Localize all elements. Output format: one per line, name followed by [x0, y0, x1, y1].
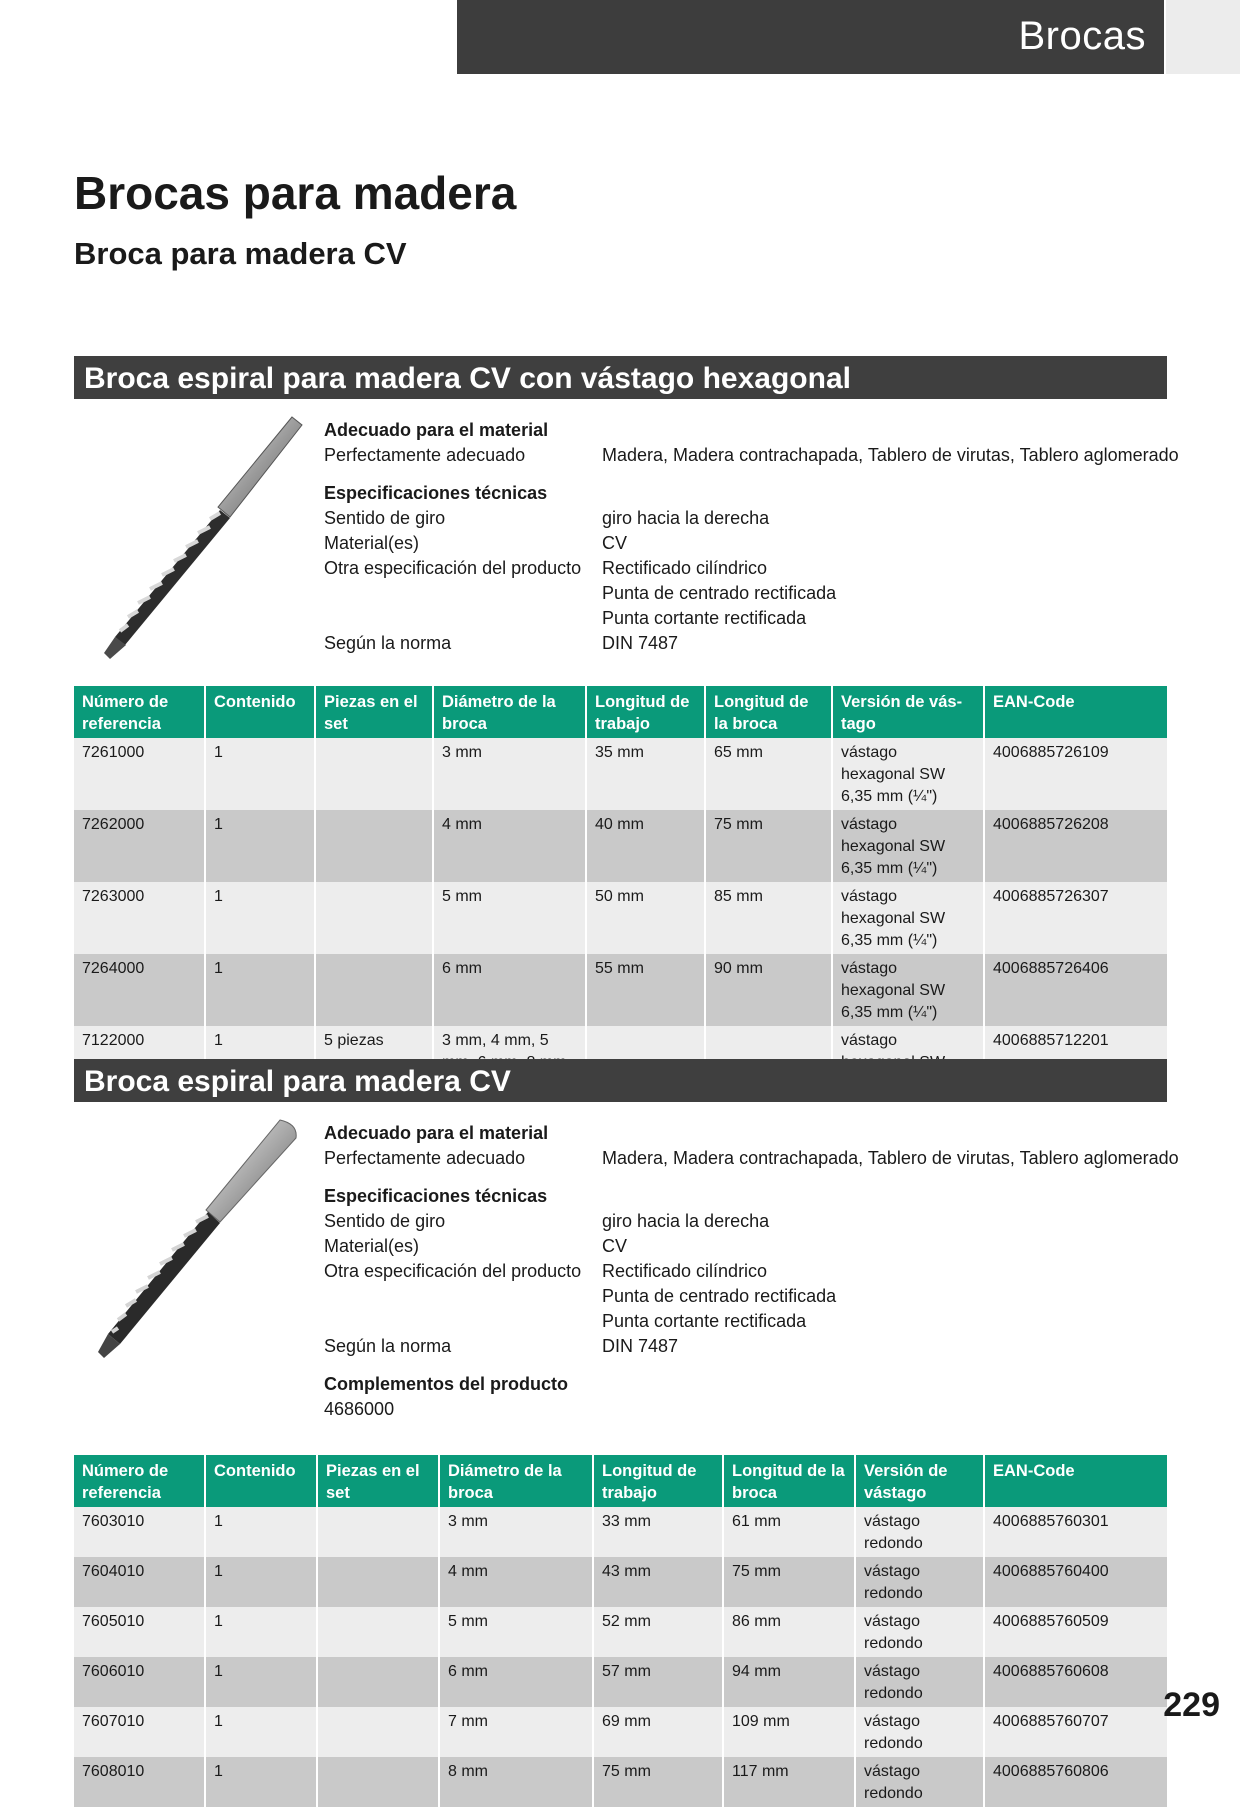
- cell: 7605010: [74, 1607, 205, 1657]
- table-row: [74, 1507, 1167, 1557]
- chapter-tab: [1166, 0, 1240, 74]
- column-header: Diámetro de la broca: [439, 1455, 593, 1507]
- column-header: Número de referencia: [74, 1455, 205, 1507]
- cell: 1: [205, 1507, 317, 1557]
- tech-label: Sentido de giro: [324, 508, 446, 528]
- tech-row: [324, 531, 1179, 556]
- tech-label: Otra especificación del producto: [324, 1261, 582, 1281]
- table-row: [74, 1657, 1167, 1707]
- tech-row: [324, 581, 1179, 606]
- column-header: Longitud de la broca: [705, 686, 832, 738]
- cell: 5 piezas: [315, 1026, 433, 1098]
- tech-value: Rectificado cilíndrico: [602, 558, 768, 578]
- tech-row: [324, 1209, 1179, 1234]
- column-header: EAN-Code: [984, 686, 1167, 738]
- section-title-hex: Broca espiral para madera CV con vástago hexagonal: [74, 356, 1167, 399]
- cell: 1: [205, 1026, 315, 1098]
- cell: 5 mm: [433, 882, 586, 954]
- page-subtitle: Broca para madera CV: [74, 236, 407, 271]
- tech-row: [324, 1334, 1179, 1359]
- tech-row: [324, 556, 1179, 581]
- table-row: [74, 1707, 1167, 1757]
- column-header: Contenido: [205, 686, 315, 738]
- cell: 4006885760301: [984, 1507, 1167, 1557]
- cell: 35 mm: [586, 738, 705, 810]
- section-title-round: Broca espiral para madera CV: [74, 1059, 1167, 1102]
- cell: 4006885712201: [984, 1026, 1167, 1098]
- table-row: [74, 1757, 1167, 1807]
- material-value: Madera, Madera contrachapada, Tablero de virutas, Tablero aglomerado: [602, 445, 1179, 465]
- tech-value: Rectificado cilíndrico: [602, 1261, 768, 1281]
- table-row: [74, 954, 1167, 1026]
- cell: 86 mm: [723, 1607, 855, 1657]
- cell: 5 mm: [439, 1607, 593, 1657]
- cell: vástago hexagonal SW 6,35 mm (¼"): [832, 738, 984, 810]
- material-heading: Adecuado para el material: [324, 1123, 549, 1143]
- cell: 90 mm: [705, 954, 832, 1026]
- cell: 4006885760608: [984, 1657, 1167, 1707]
- tech-row: [324, 606, 1179, 631]
- material-label: Perfectamente adecuado: [324, 1148, 526, 1168]
- product-table-hex: [74, 686, 1167, 1098]
- cell: 7606010: [74, 1657, 205, 1707]
- table-row: [74, 810, 1167, 882]
- cell: 3 mm: [439, 1507, 593, 1557]
- cell: 4 mm: [433, 810, 586, 882]
- table-header-row: [74, 1455, 1167, 1507]
- tech-label: Material(es): [324, 533, 420, 553]
- cell: [315, 882, 433, 954]
- material-heading: Adecuado para el material: [324, 420, 549, 440]
- cell: 1: [205, 1757, 317, 1807]
- material-row: [324, 1146, 1179, 1171]
- cell: 69 mm: [593, 1707, 723, 1757]
- cell: 85 mm: [705, 882, 832, 954]
- cell: [317, 1557, 439, 1607]
- cell: [315, 954, 433, 1026]
- cell: vástago: [832, 1026, 984, 1098]
- tech-value: Punta de centrado rectificada: [602, 1286, 837, 1306]
- cell: 7262000: [74, 810, 205, 882]
- cell: 75 mm: [593, 1757, 723, 1807]
- column-header: Versión de vástago: [855, 1455, 984, 1507]
- complements-value: 4686000: [324, 1399, 395, 1419]
- tech-value: CV: [602, 533, 628, 553]
- cell: 7603010: [74, 1507, 205, 1557]
- tech-value: DIN 7487: [602, 1336, 679, 1356]
- tech-label: [324, 606, 602, 631]
- tech-heading: Especificaciones técnicas: [324, 1186, 548, 1206]
- cell: 1: [205, 1557, 317, 1607]
- cell: 4006885760400: [984, 1557, 1167, 1607]
- material-row: [324, 443, 1179, 468]
- cell: 1: [205, 1707, 317, 1757]
- cell: vástago hexagonal SW 6,35 mm (¼"): [832, 954, 984, 1026]
- tech-value: CV: [602, 1236, 628, 1256]
- column-header: Longitud de la broca: [723, 1455, 855, 1507]
- tech-row: [324, 506, 1179, 531]
- column-header: Longitud de trabajo: [593, 1455, 723, 1507]
- cell: [315, 738, 433, 810]
- tech-row: [324, 631, 1179, 656]
- tech-heading: Especificaciones técnicas: [324, 483, 548, 503]
- tech-value: Punta de centrado rectificada: [602, 583, 837, 603]
- cell: 75 mm: [705, 810, 832, 882]
- cell: 7264000: [74, 954, 205, 1026]
- tech-label: Otra especificación del producto: [324, 558, 582, 578]
- round-shank-wood-drill-bit-icon: [70, 1118, 305, 1366]
- cell: 4006885726307: [984, 882, 1167, 954]
- page-number: 229: [1163, 1686, 1220, 1724]
- spec-block-hex: [324, 418, 1179, 656]
- tech-label: [324, 1284, 602, 1309]
- cell: 7608010: [74, 1757, 205, 1807]
- cell: 7607010: [74, 1707, 205, 1757]
- cell: 4006885760509: [984, 1607, 1167, 1657]
- tech-value: giro hacia la derecha: [602, 508, 770, 528]
- cell: 94 mm: [723, 1657, 855, 1707]
- cell: 52 mm: [593, 1607, 723, 1657]
- tech-label: Material(es): [324, 1236, 420, 1256]
- cell: 65 mm: [705, 738, 832, 810]
- cell: 75 mm: [723, 1557, 855, 1607]
- chapter-title: Brocas: [1018, 14, 1146, 58]
- product-table-round: [74, 1455, 1167, 1807]
- cell: 1: [205, 810, 315, 882]
- cell: 7261000: [74, 738, 205, 810]
- cell: 7604010: [74, 1557, 205, 1607]
- column-header: Piezas en el set: [317, 1455, 439, 1507]
- column-header: Longitud de trabajo: [586, 686, 705, 738]
- cell: 40 mm: [586, 810, 705, 882]
- cell: vástago redondo: [855, 1557, 984, 1607]
- material-label: Perfectamente adecuado: [324, 445, 526, 465]
- tech-label: [324, 1309, 602, 1334]
- cell: 4006885760707: [984, 1707, 1167, 1757]
- cell: 4006885726109: [984, 738, 1167, 810]
- cell: 4006885760806: [984, 1757, 1167, 1807]
- cell: 4006885726406: [984, 954, 1167, 1026]
- tech-label: [324, 581, 602, 606]
- tech-value: giro hacia la derecha: [602, 1211, 770, 1231]
- complements-heading: Complementos del producto: [324, 1374, 569, 1394]
- spec-block-round: [324, 1121, 1179, 1422]
- cell: vástago redondo: [855, 1507, 984, 1557]
- table-row: [74, 738, 1167, 810]
- cell: 4 mm: [439, 1557, 593, 1607]
- cell: 7263000: [74, 882, 205, 954]
- tech-label: Según la norma: [324, 1336, 452, 1356]
- cell: 7 mm: [439, 1707, 593, 1757]
- cell: [317, 1657, 439, 1707]
- column-header: Diámetro de la broca: [433, 686, 586, 738]
- column-header: EAN-Code: [984, 1455, 1167, 1507]
- cell: vástago redondo: [855, 1657, 984, 1707]
- cell: [315, 810, 433, 882]
- tech-row: [324, 1309, 1179, 1334]
- cell: 7122000: [74, 1026, 205, 1098]
- cell: 4006885726208: [984, 810, 1167, 882]
- tech-row: [324, 1259, 1179, 1284]
- cell: 3 mm: [433, 738, 586, 810]
- cell: 117 mm: [723, 1757, 855, 1807]
- chapter-header: [457, 0, 1164, 74]
- cell: 1: [205, 1607, 317, 1657]
- tech-value: DIN 7487: [602, 633, 679, 653]
- cell: vástago redondo: [855, 1757, 984, 1807]
- tech-label: Según la norma: [324, 633, 452, 653]
- cell: 43 mm: [593, 1557, 723, 1607]
- tech-label: Sentido de giro: [324, 1211, 446, 1231]
- tech-value: Punta cortante rectificada: [602, 608, 807, 628]
- cell: [317, 1607, 439, 1657]
- cell: 1: [205, 738, 315, 810]
- cell: [317, 1707, 439, 1757]
- cell: vástago redondo: [855, 1607, 984, 1657]
- cell: 109 mm: [723, 1707, 855, 1757]
- cell: 3 mm, 4 mm, 5: [433, 1026, 586, 1098]
- cell: [317, 1757, 439, 1807]
- page-title: Brocas para madera: [74, 167, 517, 219]
- cell: 6 mm: [439, 1657, 593, 1707]
- tech-row: [324, 1284, 1179, 1309]
- cell: 61 mm: [723, 1507, 855, 1557]
- cell: 8 mm: [439, 1757, 593, 1807]
- cell: 6 mm: [433, 954, 586, 1026]
- column-header: Número de referencia: [74, 686, 205, 738]
- cell: vástago hexagonal SW 6,35 mm (¼"): [832, 882, 984, 954]
- cell: vástago redondo: [855, 1707, 984, 1757]
- cell: 33 mm: [593, 1507, 723, 1557]
- cell: 1: [205, 1657, 317, 1707]
- cell: 55 mm: [586, 954, 705, 1026]
- cell: [317, 1507, 439, 1557]
- table-row: [74, 882, 1167, 954]
- column-header: Piezas en el set: [315, 686, 433, 738]
- table-row: [74, 1557, 1167, 1607]
- material-value: Madera, Madera contrachapada, Tablero de virutas, Tablero aglomerado: [602, 1148, 1179, 1168]
- tech-value: Punta cortante rectificada: [602, 1311, 807, 1331]
- cell: 1: [205, 882, 315, 954]
- cell: 1: [205, 954, 315, 1026]
- hex-shank-wood-drill-bit-icon: [70, 415, 305, 663]
- column-header: Contenido: [205, 1455, 317, 1507]
- cell: 50 mm: [586, 882, 705, 954]
- table-header-row: [74, 686, 1167, 738]
- cell: 57 mm: [593, 1657, 723, 1707]
- tech-row: [324, 1234, 1179, 1259]
- column-header: Versión de vás- tago: [832, 686, 984, 738]
- table-row: [74, 1607, 1167, 1657]
- cell: vástago hexagonal SW 6,35 mm (¼"): [832, 810, 984, 882]
